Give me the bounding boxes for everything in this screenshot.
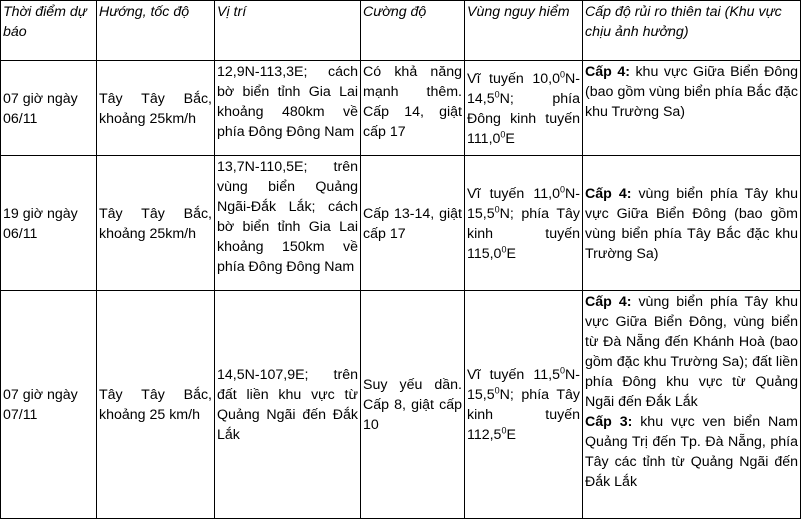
danger-zone-text: E (505, 130, 515, 147)
forecast-time-cell: 19 giờ ngày 06/11 (1, 156, 97, 291)
danger-zone-text: Vĩ tuyến 11,5 (467, 367, 560, 383)
header-danger-zone: Vùng nguy hiểm (465, 1, 583, 61)
risk-entry (585, 292, 798, 412)
risk-level-cell (583, 291, 801, 519)
intensity-cell: Có khả năng mạnh thêm. Cấp 14, giật cấp 17 (361, 61, 465, 156)
degree-mark: 0 (494, 385, 500, 396)
risk-area-text: vùng biển phía Tây khu vực Giữa Biển Đông (bao gồm vùng biển phía Tây Bắc đặc khu Trường Sa) (585, 185, 798, 262)
direction-speed-cell: Tây Tây Bắc, khoảng 25km/h (97, 156, 215, 291)
degree-mark: 0 (501, 243, 507, 254)
forecast-time-cell: 07 giờ ngày 06/11 (1, 61, 97, 156)
header-direction-speed: Hướng, tốc độ (97, 1, 215, 61)
degree-mark: 0 (500, 128, 506, 139)
danger-zone-text: Vĩ tuyến 11,0 (467, 185, 560, 202)
table-row (1, 291, 801, 519)
degree-mark: 0 (560, 68, 566, 79)
risk-area-text: vùng biển phía Tây khu vực Giữa Biển Đông, vùng biển từ Đà Nẵng đến Khánh Hoà (bao gồm đặc khu Trường Sa); đất liền phía Đông khu vực từ Quảng Ngãi đến Đắk Lắk (585, 294, 798, 410)
danger-zone-text: N-14,5 (467, 70, 580, 107)
header-forecast-time: Thời điểm dự báo (1, 1, 97, 61)
intensity-cell: Cấp 13-14, giật cấp 17 (361, 156, 465, 291)
danger-zone-text: N; phía Đông kinh tuyến 111,0 (467, 90, 580, 147)
risk-level-label: Cấp 4: (585, 185, 632, 202)
risk-area-text: khu vực Giữa Biển Đông (bao gồm vùng biển phía Bắc đặc khu Trường Sa) (585, 64, 798, 120)
danger-zone-text: E (506, 427, 516, 443)
danger-zone-text: N-15,5 (467, 185, 580, 222)
danger-zone-text: N; phía Tây kinh tuyến 115,0 (467, 205, 580, 262)
degree-mark: 0 (560, 365, 566, 376)
danger-zone-text: N-15,5 (467, 367, 580, 403)
risk-area-text: khu vực ven biển Nam Quảng Trị đến Tp. Đà Nẵng, phía Tây các tỉnh từ Quảng Ngãi đến Đắk Lắk (585, 414, 798, 490)
header-position: Vị trí (215, 1, 361, 61)
position-cell: 12,9N-113,3E; cách bờ biển tỉnh Gia Lai khoảng 480km về phía Đông Đông Nam (215, 61, 361, 156)
degree-mark: 0 (501, 425, 507, 436)
table-row (1, 61, 801, 156)
table-header-row (1, 1, 801, 61)
risk-entry (585, 412, 798, 492)
degree-mark: 0 (494, 88, 500, 99)
direction-speed-cell: Tây Tây Bắc, khoảng 25km/h (97, 61, 215, 156)
position-cell: 13,7N-110,5E; trên vùng biển Quảng Ngãi-Đắk Lắk; cách bờ biển tỉnh Gia Lai khoảng 150km về phía Đông Đông Nam (215, 156, 361, 291)
table-row (1, 156, 801, 291)
degree-mark: 0 (560, 183, 566, 194)
danger-zone-text: E (506, 245, 516, 262)
direction-speed-cell: Tây Tây Bắc, khoảng 25 km/h (97, 291, 215, 519)
risk-level-label: Cấp 4: (585, 64, 630, 80)
intensity-cell: Suy yếu dần. Cấp 8, giật cấp 10 (361, 291, 465, 519)
risk-level-cell (583, 156, 801, 291)
danger-zone-cell (465, 156, 583, 291)
danger-zone-text: N; phía Tây kinh tuyến 112,5 (467, 387, 580, 443)
header-intensity: Cường độ (361, 1, 465, 61)
header-disaster-risk-level: Cấp độ rủi ro thiên tai (Khu vực chịu ảnh hưởng) (583, 1, 801, 61)
risk-entry (585, 62, 798, 122)
danger-zone-text: Vĩ tuyến 10,0 (467, 70, 560, 87)
forecast-time-cell: 07 giờ ngày 07/11 (1, 291, 97, 519)
degree-mark: 0 (494, 203, 500, 214)
risk-entry (585, 184, 798, 264)
danger-zone-cell (465, 61, 583, 156)
position-cell: 14,5N-107,9E; trên đất liền khu vực từ Quảng Ngãi đến Đắk Lắk (215, 291, 361, 519)
risk-level-label: Cấp 3: (585, 414, 633, 430)
risk-level-label: Cấp 4: (585, 294, 632, 310)
danger-zone-cell (465, 291, 583, 519)
risk-level-cell (583, 61, 801, 156)
